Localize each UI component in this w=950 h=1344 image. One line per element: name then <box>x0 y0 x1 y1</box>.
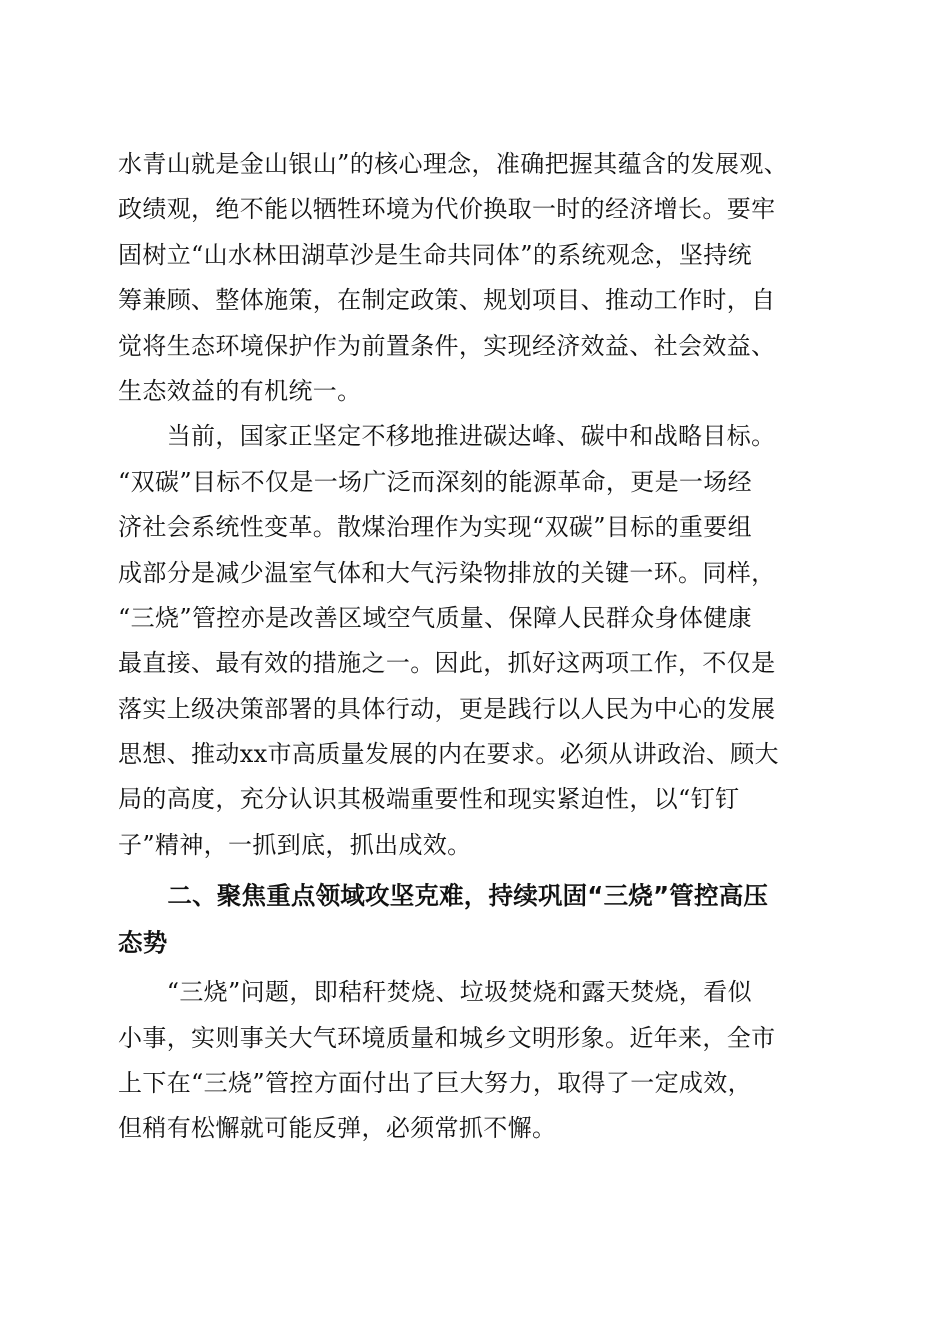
paragraph-ecology <box>118 142 833 414</box>
text-line: 筹兼顾、整体施策，在制定政策、规划项目、推动工作时，自 <box>118 286 776 315</box>
text-line: 政绩观，绝不能以牺牲环境为代价换取一时的经济增长。要牢 <box>118 195 776 224</box>
text-line: 最直接、最有效的措施之一。因此，抓好这两项工作，不仅是 <box>118 649 776 678</box>
text-line: 成部分是减少温室气体和大气污染物排放的关键一环。同样， <box>118 558 776 587</box>
text-line: 当前，国家正坚定不移地推进碳达峰、碳中和战略目标。 <box>118 422 776 451</box>
document-page <box>118 142 833 1152</box>
text-line: 水青山就是金山银山”的核心理念，准确把握其蕴含的发展观、 <box>118 150 789 178</box>
text-line: 局的高度，充分认识其极端重要性和现实紧迫性，以“钉钉 <box>118 785 740 814</box>
paragraph-dual-carbon <box>118 414 833 868</box>
text-line: “三烧”问题，即秸秆焚烧、垃圾焚烧和露天焚烧，看似 <box>118 978 752 1007</box>
section-heading <box>118 872 833 966</box>
text-line: 生态效益的有机统一。 <box>118 376 362 405</box>
text-line: 觉将生态环境保护作为前置条件，实现经济效益、社会效益、 <box>118 331 776 360</box>
text-line: 固树立“山水林田湖草沙是生命共同体”的系统观念，坚持统 <box>118 240 752 269</box>
text-line: 但稍有松懈就可能反弹，必须常抓不懈。 <box>118 1114 557 1143</box>
text-line: 思想、推动xx市高质量发展的内在要求。必须从讲政治、顾大 <box>118 740 779 769</box>
text-line: 济社会系统性变革。散煤治理作为实现“双碳”目标的重要组 <box>118 513 752 542</box>
heading-line: 二、聚焦重点领域攻坚克难，持续巩固“三烧”管控高压 <box>118 881 769 911</box>
text-line: “双碳”目标不仅是一场广泛而深刻的能源革命，更是一场经 <box>118 467 752 496</box>
heading-line: 态势 <box>118 928 168 958</box>
text-line: “三烧”管控亦是改善区域空气质量、保障人民群众身体健康 <box>118 603 752 632</box>
text-line: 上下在“三烧”管控方面付出了巨大努力，取得了一定成效， <box>118 1069 752 1098</box>
text-line: 子”精神，一抓到底，抓出成效。 <box>118 830 472 859</box>
paragraph-three-burnings <box>118 970 833 1152</box>
text-line: 小事，实则事关大气环境质量和城乡文明形象。近年来，全市 <box>118 1023 776 1052</box>
text-line: 落实上级决策部署的具体行动，更是践行以人民为中心的发展 <box>118 694 776 723</box>
